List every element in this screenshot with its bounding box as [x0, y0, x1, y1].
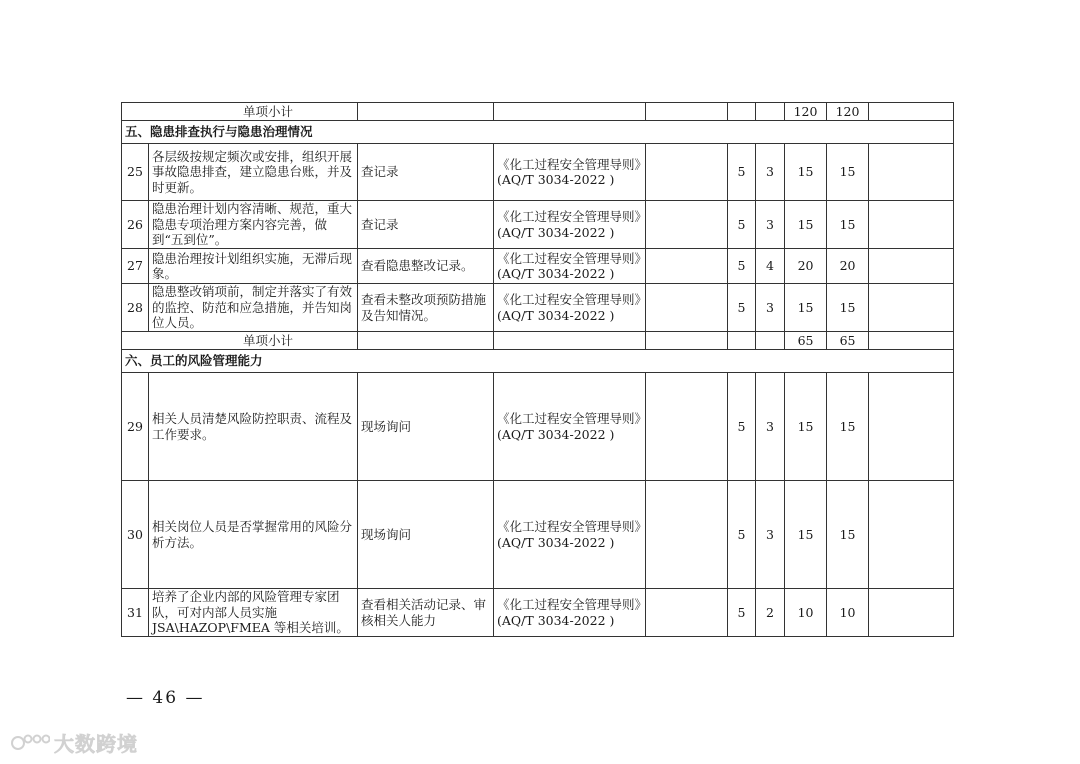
item-content: 各层级按规定频次或安排，组织开展事故隐患排查，建立隐患台账，并及时更新。 [149, 144, 358, 201]
item-basis: 《化工过程安全管理导则》(AQ/T 3034-2022 ) [494, 249, 646, 284]
item-total: 15 [785, 201, 827, 249]
item-factor: 2 [756, 589, 785, 637]
item-score: 15 [827, 373, 869, 481]
item-basis: 《化工过程安全管理导则》(AQ/T 3034-2022 ) [494, 144, 646, 201]
item-weight: 5 [728, 481, 756, 589]
item-method: 查看隐患整改记录。 [358, 249, 494, 284]
item-number: 29 [122, 373, 149, 481]
item-score: 15 [827, 201, 869, 249]
section-row [122, 121, 954, 144]
item-weight: 5 [728, 144, 756, 201]
item-score: 15 [827, 144, 869, 201]
item-method: 查记录 [358, 144, 494, 201]
subtotal-total: 65 [785, 332, 827, 350]
table-row [122, 144, 954, 201]
item-number: 30 [122, 481, 149, 589]
item-weight: 5 [728, 373, 756, 481]
item-content: 隐患治理按计划组织实施，无滞后现象。 [149, 249, 358, 284]
subtotal-score: 120 [827, 103, 869, 121]
item-score: 15 [827, 284, 869, 332]
item-factor: 3 [756, 373, 785, 481]
item-total: 10 [785, 589, 827, 637]
item-factor: 3 [756, 201, 785, 249]
item-score: 15 [827, 481, 869, 589]
item-basis: 《化工过程安全管理导则》(AQ/T 3034-2022 ) [494, 481, 646, 589]
assessment-table [121, 102, 954, 637]
item-score: 10 [827, 589, 869, 637]
item-content: 相关岗位人员是否掌握常用的风险分析方法。 [149, 481, 358, 589]
item-total: 15 [785, 284, 827, 332]
subtotal-row [122, 332, 954, 350]
page-number: — 46 — [126, 688, 205, 708]
item-total: 15 [785, 373, 827, 481]
subtotal-score: 65 [827, 332, 869, 350]
item-factor: 3 [756, 144, 785, 201]
item-content: 培养了企业内部的风险管理专家团队，可对内部人员实施JSA\HAZOP\FMEA 等相关培训。 [149, 589, 358, 637]
item-total: 15 [785, 481, 827, 589]
item-number: 28 [122, 284, 149, 332]
table-row [122, 201, 954, 249]
item-method: 查看相关活动记录、审核相关人能力 [358, 589, 494, 637]
subtotal-label: 单项小计 [122, 103, 358, 121]
item-factor: 3 [756, 481, 785, 589]
item-basis: 《化工过程安全管理导则》(AQ/T 3034-2022 ) [494, 284, 646, 332]
table-row [122, 589, 954, 637]
item-total: 15 [785, 144, 827, 201]
brand-logo-icon [10, 730, 50, 756]
item-method: 查看未整改项预防措施及告知情况。 [358, 284, 494, 332]
item-number: 25 [122, 144, 149, 201]
item-content: 隐患整改销项前，制定并落实了有效的监控、防范和应急措施，并告知岗位人员。 [149, 284, 358, 332]
watermark-text: 大数跨境 [54, 732, 138, 756]
item-number: 27 [122, 249, 149, 284]
watermark [10, 728, 138, 757]
item-basis: 《化工过程安全管理导则》(AQ/T 3034-2022 ) [494, 373, 646, 481]
subtotal-row [122, 103, 954, 121]
item-basis: 《化工过程安全管理导则》(AQ/T 3034-2022 ) [494, 589, 646, 637]
table-row [122, 284, 954, 332]
item-weight: 5 [728, 284, 756, 332]
item-basis: 《化工过程安全管理导则》(AQ/T 3034-2022 ) [494, 201, 646, 249]
item-weight: 5 [728, 589, 756, 637]
section-title: 五、隐患排查执行与隐患治理情况 [122, 121, 954, 144]
table-row [122, 373, 954, 481]
table-row [122, 481, 954, 589]
item-score: 20 [827, 249, 869, 284]
subtotal-total: 120 [785, 103, 827, 121]
item-factor: 4 [756, 249, 785, 284]
item-method: 现场询问 [358, 373, 494, 481]
table-row [122, 249, 954, 284]
item-method: 现场询问 [358, 481, 494, 589]
item-number: 31 [122, 589, 149, 637]
assessment-table-page [121, 102, 953, 637]
item-factor: 3 [756, 284, 785, 332]
item-content: 相关人员清楚风险防控职责、流程及工作要求。 [149, 373, 358, 481]
section-title: 六、员工的风险管理能力 [122, 350, 954, 373]
subtotal-label: 单项小计 [122, 332, 358, 350]
section-row [122, 350, 954, 373]
item-total: 20 [785, 249, 827, 284]
item-method: 查记录 [358, 201, 494, 249]
item-weight: 5 [728, 249, 756, 284]
item-weight: 5 [728, 201, 756, 249]
item-content: 隐患治理计划内容清晰、规范，重大隐患专项治理方案内容完善，做到“五到位”。 [149, 201, 358, 249]
item-number: 26 [122, 201, 149, 249]
